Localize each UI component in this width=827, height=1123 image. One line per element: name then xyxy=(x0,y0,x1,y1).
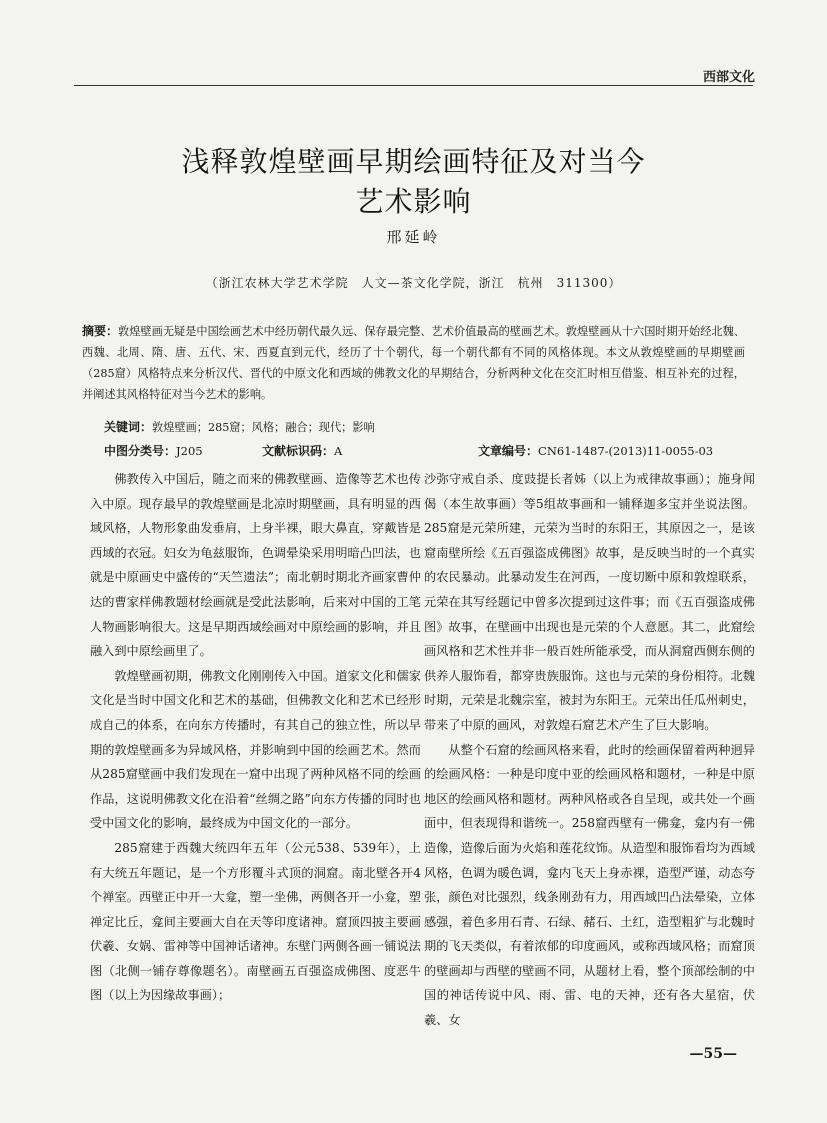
clc-value: J205 xyxy=(176,444,203,458)
header-rule xyxy=(74,85,753,86)
keywords-label: 关键词： xyxy=(104,420,153,434)
document-code-value: A xyxy=(334,444,343,458)
paragraph-continued: 沙弥守戒自杀、度豉提长者姊（以上为戒律故事画）；施身闻偈（本生故事画）等5组故事画和一铺释迦多宝并坐说法图。285窟是元荣所建，元荣为当时的东阳王，其原因之一，是该窟南壁所绘《五百强盗成佛图》故事，是反映当时的一个真实的农民暴动。此暴动发生在河西，一度切断中原和敦煌联系，元荣在其写经题记中曾多次提到过这件事；而《五百强盗成佛图》故事，在壁画中出现也是元荣的个人意愿。其二，此窟绘画风格和艺术性并非一般百姓所能承受，而从洞窟西侧东侧的供养人服饰看，都穿贵族服饰。这也与元荣的身份相符。北魏时期，元荣是北魏宗室，被封为东阳王。元荣出任瓜州刺史，带来了中原的画风，对敦煌石窟艺术产生了巨大影响。 xyxy=(424,472,755,732)
body-column-right xyxy=(424,467,755,1033)
article-title-line-1: 浅释敦煌壁画早期绘画特征及对当今 xyxy=(181,145,646,178)
page-number: —55— xyxy=(689,1046,737,1062)
document-code-label: 文献标识码： xyxy=(262,444,335,458)
article-number xyxy=(478,442,713,459)
author-affiliation: （浙江农林大学艺术学院 人文—茶文化学院，浙江 杭州 311300） xyxy=(205,276,622,290)
paragraph: 285窟建于西魏大统四年五年（公元538、539年），上有大统五年题记，是一个方形覆斗式顶的洞窟。南北壁各开4个禅室。西壁正中开一大龛，塑一坐佛，两侧各开一小龛，塑禅定比丘，龛间主要画大自在天等印度诸神。窟顶四披主要画伏羲、女娲、雷神等中国神话诸神。东壁门两侧各画一铺说法图（北侧一铺存尊像题名）。南壁画五百强盗成佛图、度恶牛图（以上为因缘故事画）； xyxy=(90,840,421,1003)
body-column-left xyxy=(90,467,421,1008)
author-name: 邢延岭 xyxy=(386,228,441,246)
abstract xyxy=(82,321,745,405)
journal-section-label: 西部文化 xyxy=(702,70,755,85)
paragraph: 敦煌壁画初期，佛教文化刚刚传入中国。道家文化和儒家文化是当时中国文化和艺术的基础，但佛教文化和艺术已经形成自己的体系，在向东方传播时，有其自己的独立性，所以早期的敦煌壁画多为异域风格，并影响到中国的绘画艺术。然而从285窟壁画中我们发现在一窟中出现了两种风格不同的绘画作品，这说明佛教文化在沿着“丝绸之路”向东方传播的同时也受中国文化的影响，最终成为中国文化的一部分。 xyxy=(90,668,421,831)
article-title-line-2: 艺术影响 xyxy=(355,185,472,218)
clc-number xyxy=(104,442,203,459)
keywords xyxy=(104,418,375,435)
paragraph: 从整个石窟的绘画风格来看，此时的绘画保留着两种迥异的绘画风格：一种是印度中亚的绘画风格和题材，一种是中原地区的绘画风格和题材。两种风格或各自呈现，或共处一个画面中，但表现得和谐统一。258窟西壁有一佛龛，龛内有一佛造像，造像后面为火焰和莲花纹饰。从造型和服饰看均为西域风格，色调为暖色调，龛内飞天上身赤裸，造型严谨，动态夸张，颜色对比强烈，线条刚劲有力，用西域凹凸法晕染，立体感强，着色多用石青、石绿、赭石、土红，造型粗犷与北魏时期的飞天类似，有着浓郁的印度画风，或称西域风格；而窟顶的壁画却与西壁的壁画不同，从题材上看，整个顶部绘制的中国的神话传说中风、雨、雷、电的天神，还有各大星宿，伏羲、女 xyxy=(424,742,755,1028)
article-number-value: CN61-1487-(2013)11-0055-03 xyxy=(538,444,714,458)
abstract-label: 摘要： xyxy=(82,324,119,338)
abstract-text: 敦煌壁画无疑是中国绘画艺术中经历朝代最久远、保存最完整、艺术价值最高的壁画艺术。敦煌壁画从十六国时期开始经北魏、西魏、北周、隋、唐、五代、宋、西夏直到元代，经历了十个朝代，每一个朝代都有不同的风格体现。本文从敦煌壁画的早期壁画（285窟）风格特点来分析汉代、晋代的中原文化和西域的佛教文化的早期结合，分析两种文化在交汇时相互借鉴、相互补充的过程，并阐述其风格特征对当今艺术的影响。 xyxy=(82,325,745,401)
clc-label: 中图分类号： xyxy=(104,444,177,458)
paragraph: 佛教传入中国后，随之而来的佛教壁画、造像等艺术也传入中原。现存最早的敦煌壁画是北凉时期壁画，具有明显的西域风格，人物形象曲发垂肩，上身半裸，眼大鼻直，穿戴皆是西域的衣冠。妇女为龟兹服饰，色调晕染采用明暗凸凹法，也就是中原画史中盛传的“天竺遗法”；南北朝时期北齐画家曹仲达的曹家样佛教题材绘画就是受此法影响，后来对中国的工笔人物画影响很大。这是早期西域绘画对中原绘画的影响，并且融入到中原绘画里了。 xyxy=(90,472,421,659)
document-code xyxy=(262,442,342,459)
keywords-text: 敦煌壁画；285窟；风格；融合；现代；影响 xyxy=(152,421,375,434)
article-number-label: 文章编号： xyxy=(478,444,539,458)
